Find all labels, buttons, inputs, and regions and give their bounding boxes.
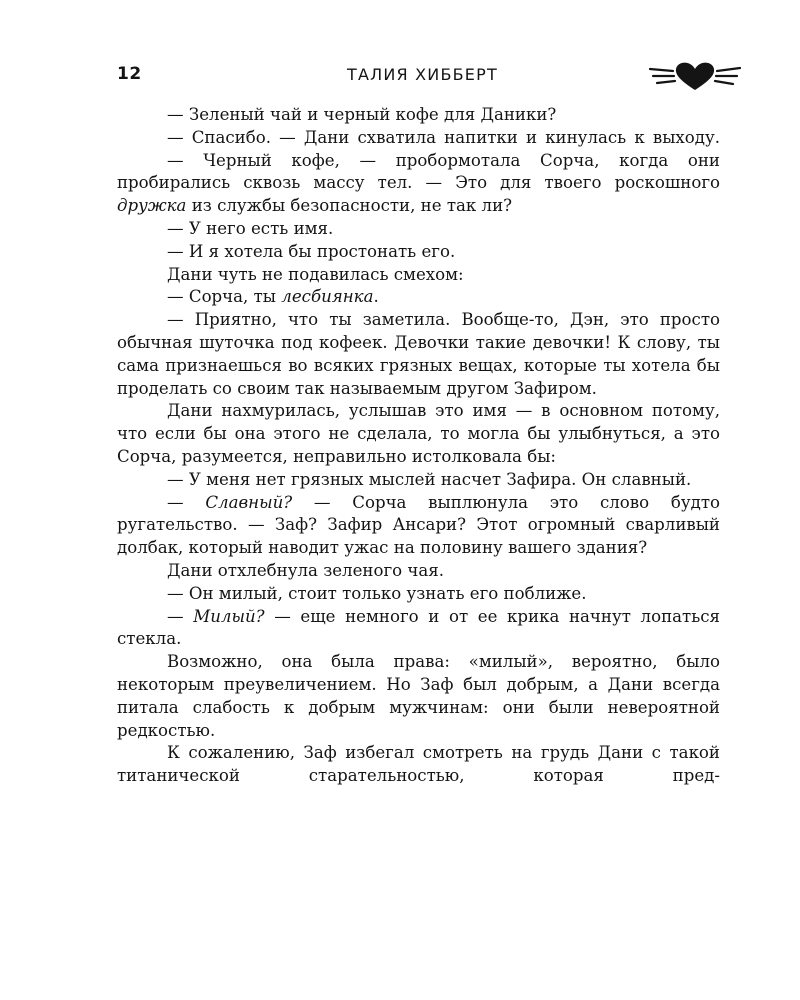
italic-word: Славный? xyxy=(205,492,293,512)
body-text xyxy=(117,104,720,788)
paragraph: — Сорча, ты лесбиянка. xyxy=(167,287,379,307)
paragraph: Возможно, она была права: «милый», вероятно, было некоторым преувеличением. Но Заф был добрым, а Дани всегда питала слабость к добрым мужчинам: они были невероятной редкостью. xyxy=(117,652,720,740)
running-title: ТАЛИЯ ХИББЕРТ xyxy=(347,65,498,84)
paragraph: — У него есть имя. xyxy=(167,218,334,238)
paragraph: — Черный кофе, — пробормотала Сорча, когда они пробирались сквозь массу тел. — Это для твоего роскошного дружка из службы безопасности, не так ли? xyxy=(117,150,720,216)
paragraph: — И я хотела бы простонать его. xyxy=(167,241,456,261)
paragraph: — У меня нет грязных мыслей насчет Зафира. Он славный. xyxy=(167,469,692,489)
paragraph: Дани нахмурилась, услышав это имя — в основном потому, что если бы она этого не сделала, то могла бы улыбнуться, а это Сорча, разумеется, неправильно истолковала бы: xyxy=(117,401,720,466)
italic-word: лесбиянка xyxy=(281,287,374,307)
paragraph: Дани отхлебнула зеленого чая. xyxy=(167,560,445,580)
paragraph: — Он милый, стоит только узнать его поближе. xyxy=(167,583,587,603)
paragraph: К сожалению, Заф избегал смотреть на грудь Дани с такой титанической старательностью, которая пред- xyxy=(117,743,720,786)
paragraph: — Приятно, что ты заметила. Вообще-то, Дэн, это просто обычная шуточка под кофеек. Девочки такие девочки! К слову, ты сама признаешься во всяких грязных вещах, которые ты хотела бы проделать со своим так называемым другом Зафиром. xyxy=(117,310,720,398)
paragraph: — Спасибо. — Дани схватила напитки и кинулась к выходу. xyxy=(167,127,720,147)
page-number: 12 xyxy=(117,64,142,84)
paragraph: — Милый? — еще немного и от ее крика начнут лопаться стекла. xyxy=(117,606,720,649)
paragraph: — Зеленый чай и черный кофе для Даники? xyxy=(167,105,557,124)
paragraph: Дани чуть не подавилась смехом: xyxy=(167,264,464,284)
heart-with-speed-lines-icon xyxy=(647,59,743,93)
italic-word: дружка xyxy=(117,196,187,216)
paragraph: — Славный? — Сорча выплюнула это слово будто ругательство. — Заф? Зафир Ансари? Этот огромный сварливый долбак, который наводит ужас на половину вашего здания? xyxy=(117,492,721,558)
page-header xyxy=(117,64,737,94)
italic-word: Милый? xyxy=(193,606,265,626)
